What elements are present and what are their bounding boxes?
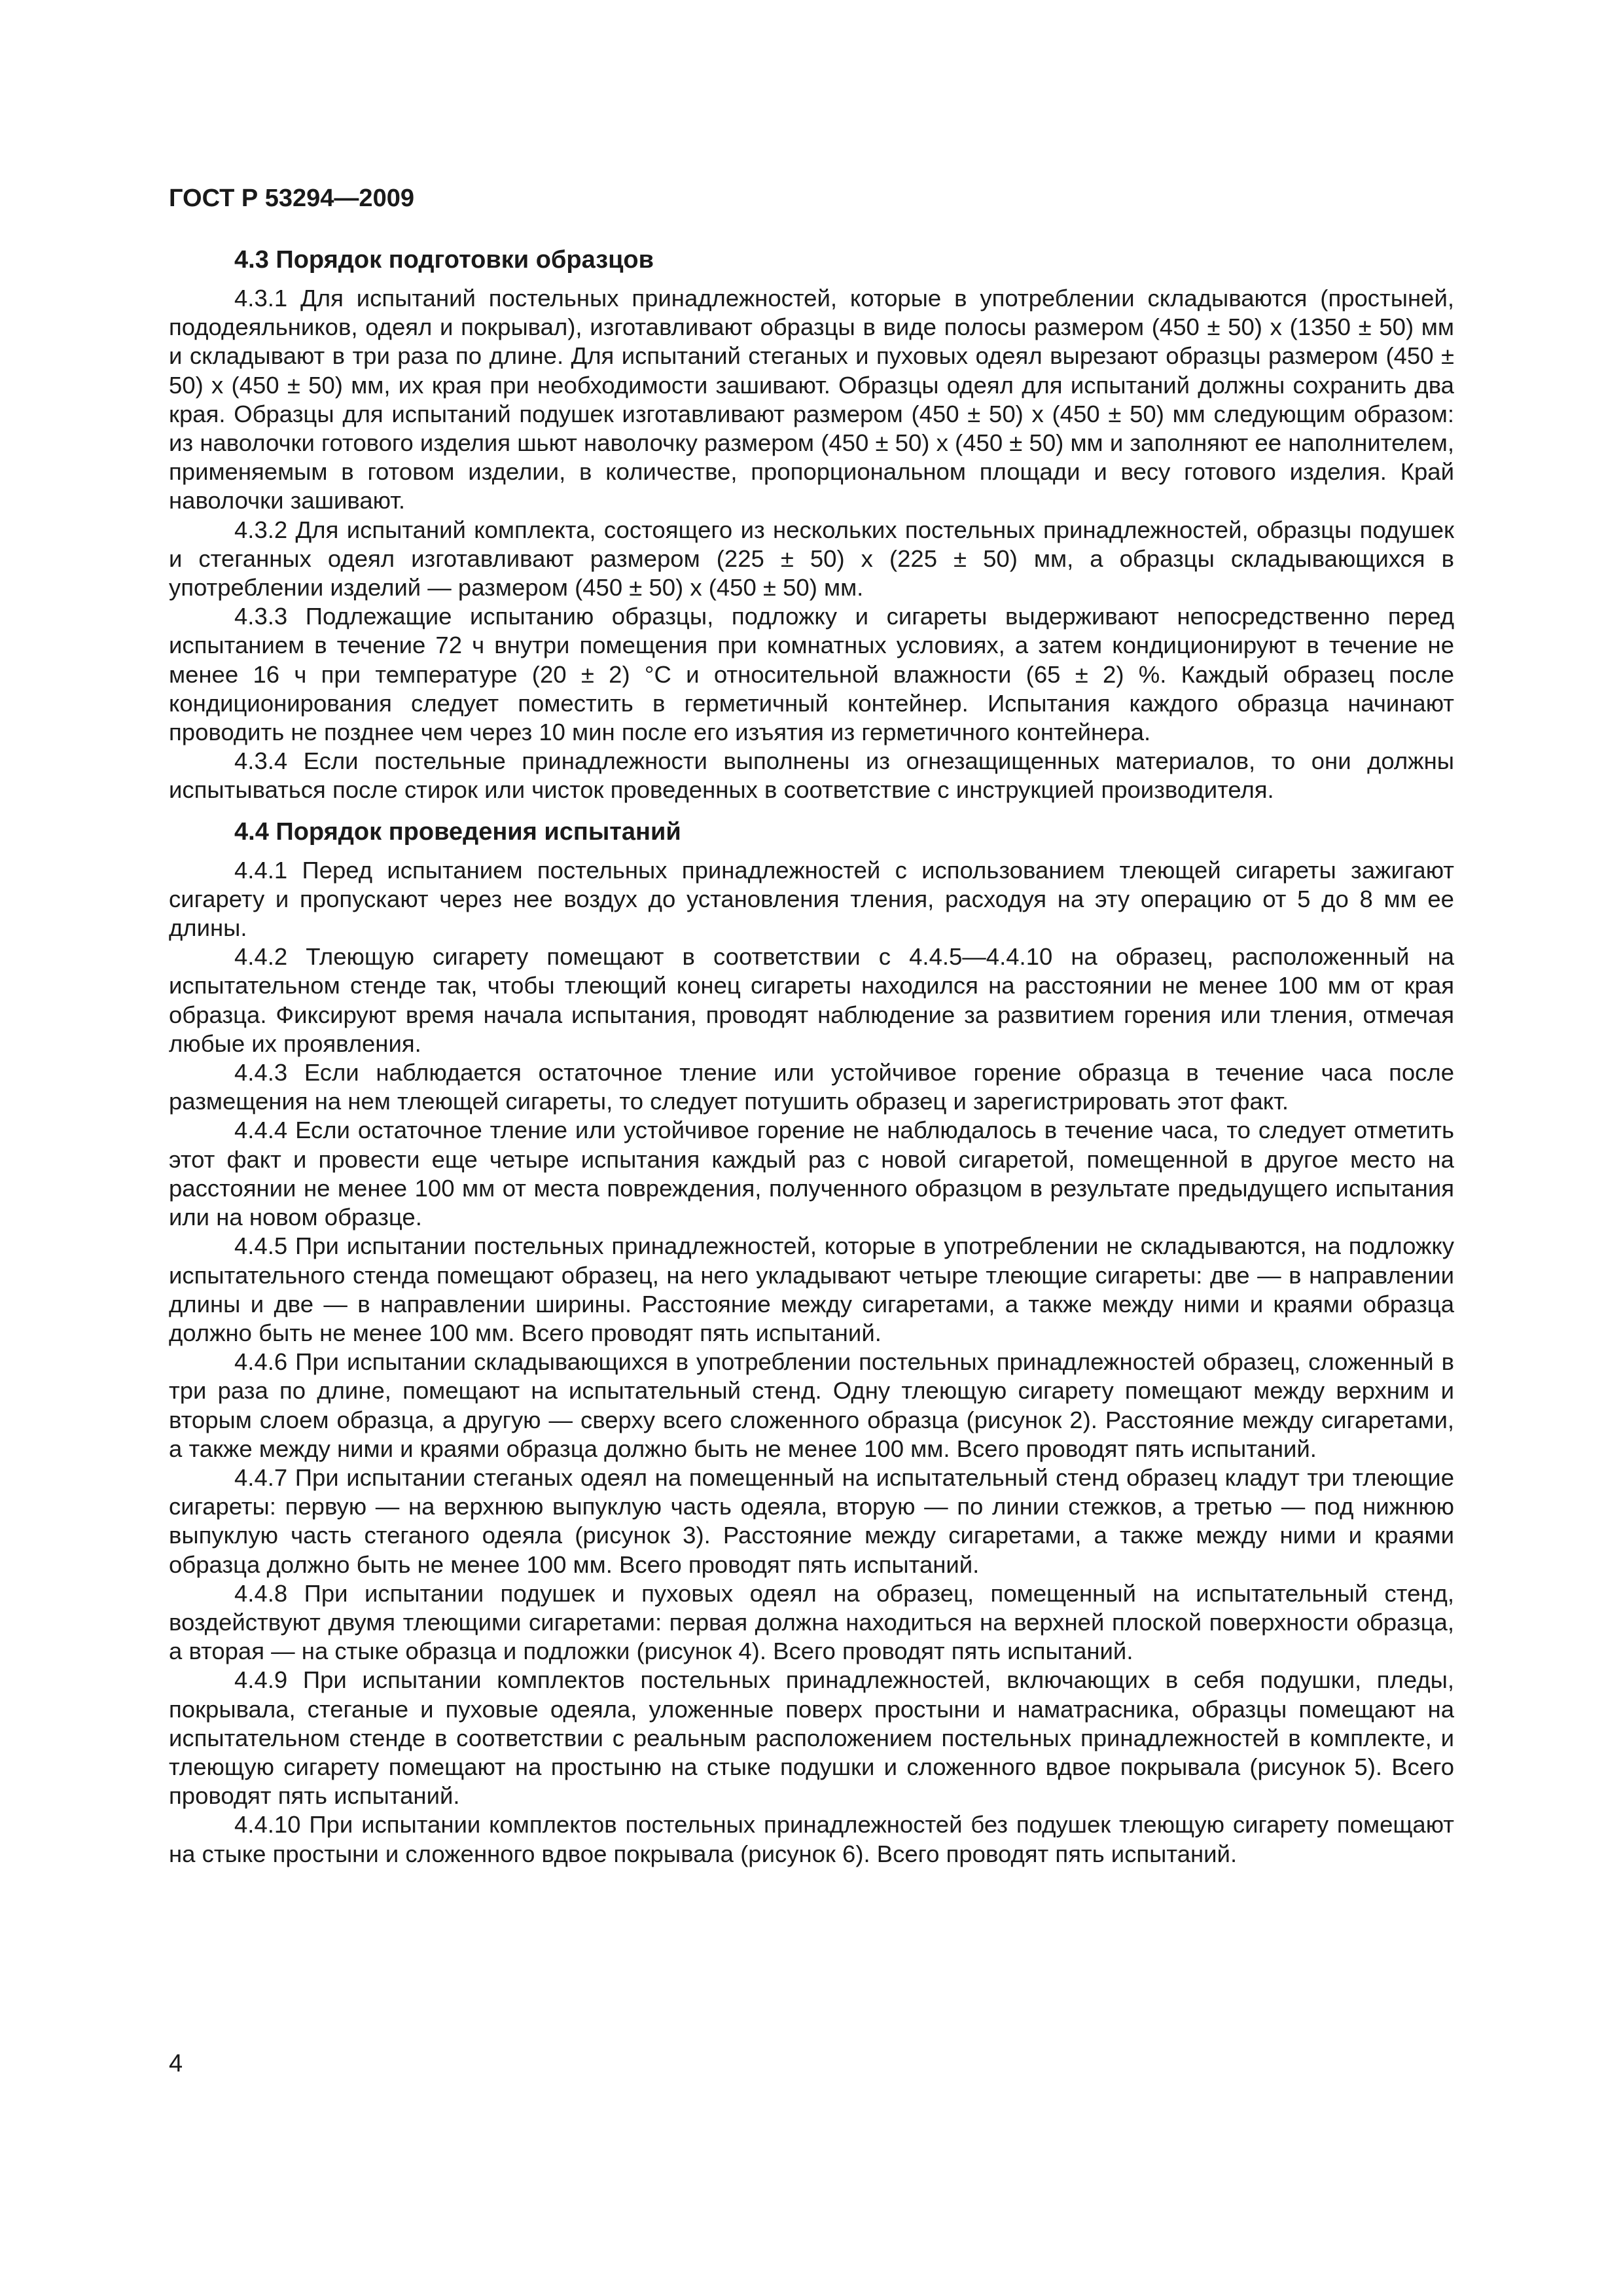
paragraph-4-4-2: 4.4.2 Тлеющую сигарету помещают в соответствии с 4.4.5—4.4.10 на образец, расположенный на испытательном стенде так, чтобы тлеющий конец сигареты находился на расстоянии не менее 100 мм от края образца. Фиксируют время начала испытания, проводят наблюдение за развитием горения или тления, отмечая любые их проявления. [169, 943, 1454, 1057]
paragraph-4-4-6: 4.4.6 При испытании складывающихся в употреблении постельных принадлежностей образец, сложенный в три раза по длине, помещают на испытательный стенд. Одну тлеющую сигарету помещают между верхним и вторым слоем образца, а другую — сверху всего сложенного образца (рисунок 2). Расстояние между сигаретами, а также между ними и краями образца должно быть не менее 100 мм. Всего проводят пять испытаний. [169, 1348, 1454, 1462]
section-4-4-heading: 4.4 Порядок проведения испытаний [234, 817, 681, 846]
document-code: ГОСТ Р 53294—2009 [169, 185, 414, 212]
paragraph-4-4-1: 4.4.1 Перед испытанием постельных принадлежностей с использованием тлеющей сигареты зажигают сигарету и пропускают через нее воздух до установления тления, расходуя на эту операцию от 5 до 8 мм ее длины. [169, 856, 1454, 942]
paragraph-4-4-3: 4.4.3 Если наблюдается остаточное тление или устойчивое горение образца в течение часа после размещения на нем тлеющей сигареты, то следует потушить образец и зарегистрировать этот факт. [169, 1059, 1454, 1115]
paragraph-4-4-4: 4.4.4 Если остаточное тление или устойчивое горение не наблюдалось в течение часа, то следует отметить этот факт и провести еще четыре испытания каждый раз с новой сигаретой, помещенной в другое место на расстоянии не менее 100 мм от места повреждения, полученного образцом в результате предыдущего испытания или на новом образце. [169, 1117, 1454, 1231]
paragraph-4-3-2: 4.3.2 Для испытаний комплекта, состоящего из нескольких постельных принадлежностей, образцы подушек и стеганных одеял изготавливают размером (225 ± 50) х (225 ± 50) мм, а образцы складывающихся в употреблении изделий — размером (450 ± 50) х (450 ± 50) мм. [169, 516, 1454, 601]
paragraph-4-3-4: 4.3.4 Если постельные принадлежности выполнены из огнезащищенных материалов, то они должны испытываться после стирок или чисток проведенных в соответствие с инструкцией производителя. [169, 747, 1454, 804]
paragraph-4-3-3: 4.3.3 Подлежащие испытанию образцы, подложку и сигареты выдерживают непосредственно перед испытанием в течение 72 ч внутри помещения при комнатных условиях, а затем кондиционируют в течение не менее 16 ч при температуре (20 ± 2) °С и относительной влажности (65 ± 2) %. Каждый образец после кондиционирования следует поместить в герметичный контейнер. Испытания каждого образца начинают проводить не позднее чем через 10 мин после его изъятия из герметичного контейнера. [169, 603, 1454, 746]
paragraph-4-4-5: 4.4.5 При испытании постельных принадлежностей, которые в употреблении не складываются, на подложку испытательного стенда помещают образец, на него укладывают четыре тлеющие сигареты: две — в направлении длины и две — в направлении ширины. Расстояние между сигаретами, а также между ними и краями образца должно быть не менее 100 мм. Всего проводят пять испытаний. [169, 1232, 1454, 1346]
section-4-3-heading: 4.3 Порядок подготовки образцов [234, 246, 654, 274]
paragraph-4-4-8: 4.4.8 При испытании подушек и пуховых одеял на образец, помещенный на испытательный стенд, воздействуют двумя тлеющими сигаретами: первая должна находиться на верхней плоской поверхности образца, а вторая — на стыке образца и подложки (рисунок 4). Всего проводят пять испытаний. [169, 1579, 1454, 1665]
paragraph-4-3-1: 4.3.1 Для испытаний постельных принадлежностей, которые в употреблении складываются (простыней, пододеяльников, одеял и покрывал), изготавливают образцы в виде полосы размером (450 ± 50) х (1350 ± 50) мм и складывают в три раза по длине. Для испытаний стеганых и пуховых одеял вырезают образцы размером (450 ± 50) х (450 ± 50) мм, их края при необходимости зашивают. Образцы одеял для испытаний должны сохранить два края. Образцы для испытаний подушек изготавливают размером (450 ± 50) х (450 ± 50) мм следующим образом: из наволочки готового изделия шьют наволочку размером (450 ± 50) х (450 ± 50) мм и заполняют ее наполнителем, применяемым в готовом изделии, в количестве, пропорциональном площади и весу готового изделия. Край наволочки зашивают. [169, 285, 1454, 514]
paragraph-4-4-9: 4.4.9 При испытании комплектов постельных принадлежностей, включающих в себя подушки, пледы, покрывала, стеганые и пуховые одеяла, уложенные поверх простыни и наматрасника, образцы помещают на испытательном стенде в соответствии с реальным расположением постельных принадлежностей в комплекте, и тлеющую сигарету помещают на простыню на стыке подушки и сложенного вдвое покрывала (рисунок 5). Всего проводят пять испытаний. [169, 1666, 1454, 1810]
paragraph-4-4-7: 4.4.7 При испытании стеганых одеял на помещенный на испытательный стенд образец кладут три тлеющие сигареты: первую — на верхнюю выпуклую часть одеяла, вторую — по линии стежков, а третью — под нижнюю выпуклую часть стеганого одеяла (рисунок 3). Расстояние между сигаретами, а также между ними и краями образца должно быть не менее 100 мм. Всего проводят пять испытаний. [169, 1463, 1454, 1578]
document-page [169, 183, 1454, 2147]
paragraph-4-4-10: 4.4.10 При испытании комплектов постельных принадлежностей без подушек тлеющую сигарету помещают на стыке простыни и сложенного вдвое покрывала (рисунок 6). Всего проводят пять испытаний. [169, 1811, 1454, 1867]
page-number: 4 [169, 2050, 183, 2077]
